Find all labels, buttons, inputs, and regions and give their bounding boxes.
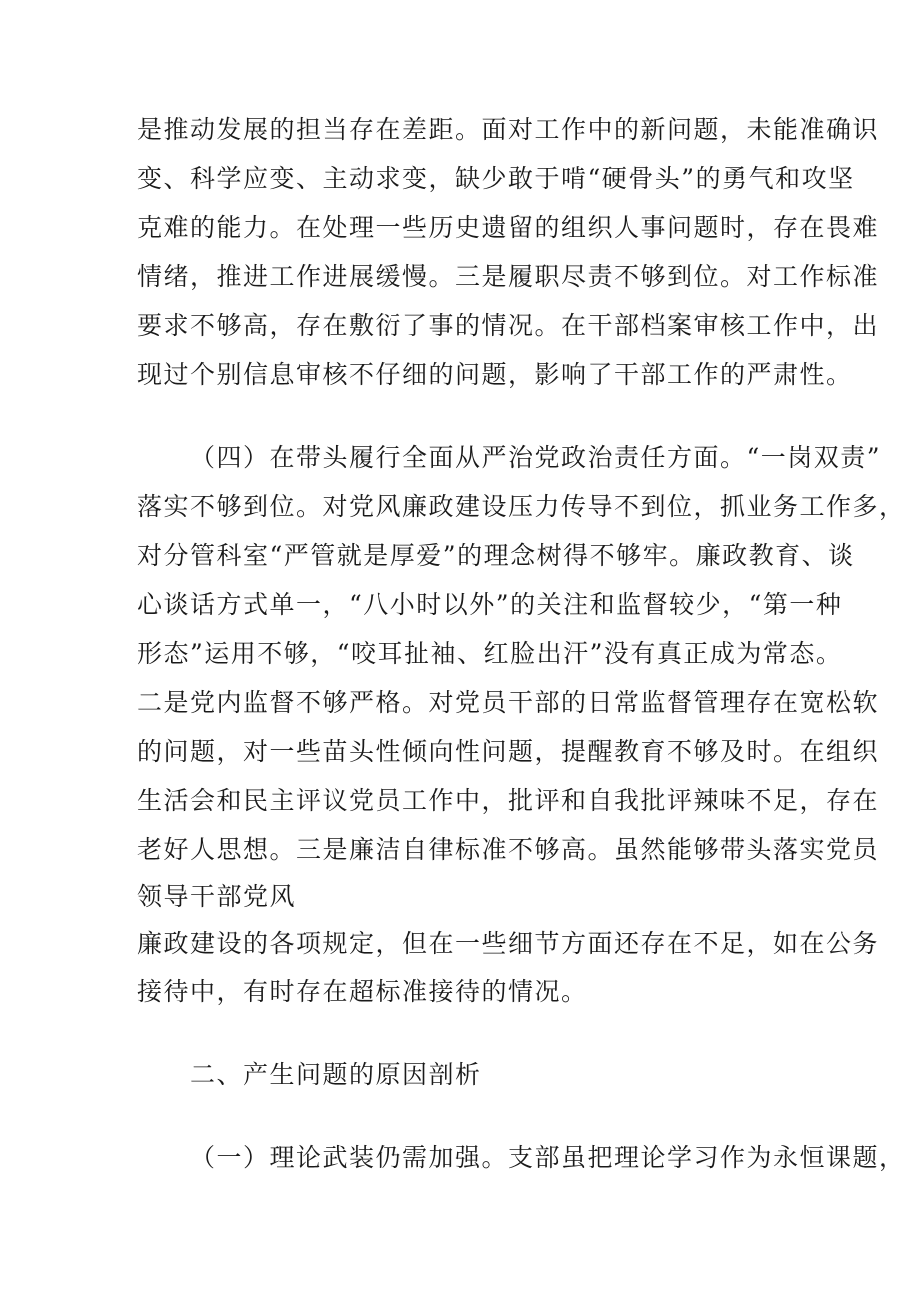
- paragraph-line: 生活会和民主评议党员工作中，批评和自我批评辣味不足，存在: [137, 786, 880, 815]
- section-title: 二、产生问题的原因剖析: [190, 1060, 482, 1089]
- paragraph-line: 变、科学应变、主动求变，缺少敢于啃“硬骨头”的勇气和攻坚: [137, 164, 855, 193]
- paragraph-line: 是推动发展的担当存在差距。面对工作中的新问题，未能准确识: [137, 115, 880, 144]
- subsection-heading-line: （一）理论武装仍需加强。支部虽把理论学习作为永恒课题，: [190, 1143, 906, 1172]
- paragraph-line: 形态”运用不够，“咬耳扯袖、红脸出汗”没有真正成为常态。: [137, 639, 843, 668]
- paragraph-line: 领导干部党风: [137, 882, 297, 911]
- paragraph-line: 廉政建设的各项规定，但在一些细节方面还存在不足，如在公务: [137, 929, 880, 958]
- paragraph-line: 接待中，有时存在超标准接待的情况。: [137, 977, 588, 1006]
- paragraph-line: 的问题，对一些苗头性倾向性问题，提醒教育不够及时。在组织: [137, 737, 880, 766]
- paragraph-line: 要求不够高，存在敷衍了事的情况。在干部档案审核工作中，出: [137, 311, 880, 340]
- paragraph-line: 克难的能力。在处理一些历史遗留的组织人事问题时，存在畏难: [137, 213, 880, 242]
- section-heading-line: （四）在带头履行全面从严治党政治责任方面。“一岗双责”: [190, 443, 882, 472]
- paragraph-line: 情绪，推进工作进展缓慢。三是履职尽责不够到位。对工作标准: [137, 262, 880, 291]
- paragraph-line: 心谈话方式单一，“八小时以外”的关注和监督较少，“第一种: [137, 590, 843, 619]
- paragraph-line: 老好人思想。三是廉洁自律标准不够高。虽然能够带头落实党员: [137, 835, 880, 864]
- paragraph-line: 落实不够到位。对党风廉政建设压力传导不到位，抓业务工作多，: [137, 492, 906, 521]
- paragraph-line: 二是党内监督不够严格。对党员干部的日常监督管理存在宽松软: [137, 688, 880, 717]
- paragraph-line: 现过个别信息审核不仔细的问题，影响了干部工作的严肃性。: [137, 360, 853, 389]
- paragraph-line: 对分管科室“严管就是厚爱”的理念树得不够牢。廉政教育、谈: [137, 541, 855, 570]
